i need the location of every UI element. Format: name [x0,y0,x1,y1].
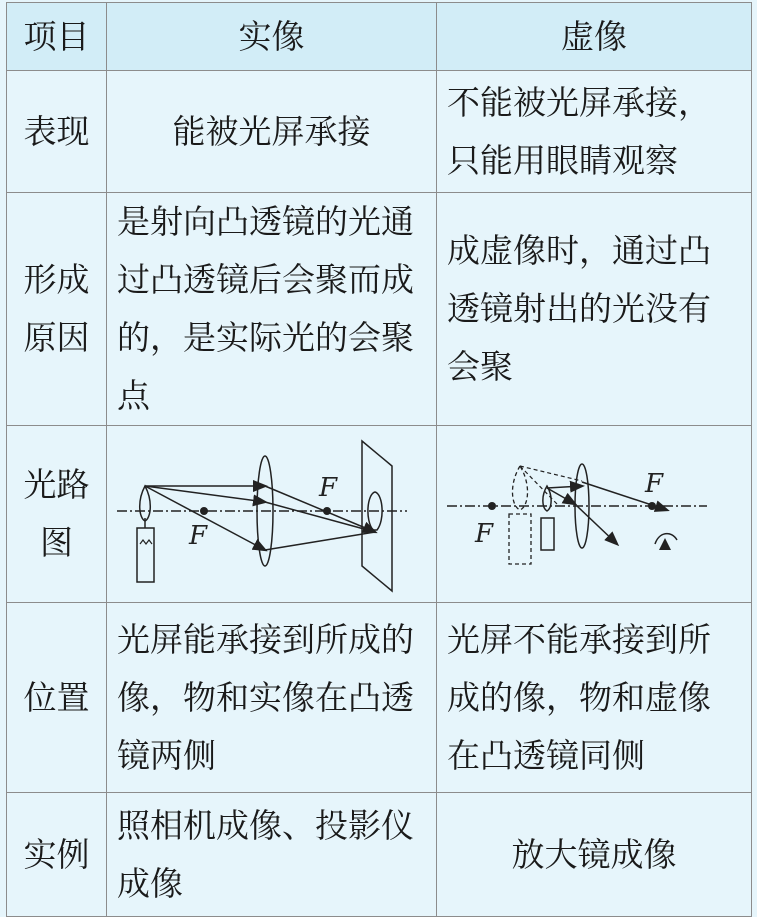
real-appearance: 能被光屏承接 [107,71,437,193]
virtual-position: 光屏不能承接到所成的像，物和虚像在凸透镜同侧 [437,603,752,793]
table-row [7,793,752,917]
header-item: 项目 [7,3,107,71]
header-virtual-image: 虚像 [437,3,752,71]
table-row [7,603,752,793]
row-label-ray-diagram: 光路图 [7,426,107,603]
screen-icon [362,441,392,591]
virtual-appearance: 不能被光屏承接，只能用眼睛观察 [437,71,752,193]
row-label-example: 实例 [7,793,107,917]
row-label-appearance: 表现 [7,71,107,193]
header-real-image: 实像 [107,3,437,71]
table-header-row [7,3,752,71]
virtual-ray-diagram [437,426,752,602]
real-position: 光屏能承接到所成的像，物和实像在凸透镜两侧 [107,603,437,793]
virtual-candle-icon [509,514,531,564]
focal-point-left [200,507,208,515]
real-ray-diagram-cell [107,426,437,603]
flame-icon [140,486,151,521]
focal-label-right: F [645,469,664,499]
candle-icon [541,518,554,550]
candle-icon [137,528,154,582]
focal-point-left [488,502,496,510]
focal-label-left: F [475,519,494,549]
virtual-example: 放大镜成像 [437,793,752,917]
table-row [7,71,752,193]
comparison-table [6,2,752,917]
focal-label-left: F [189,521,208,551]
table-row [7,426,752,603]
row-label-position: 位置 [7,603,107,793]
table-row [7,193,752,426]
virtual-ray-diagram-cell [437,426,752,603]
row-label-cause: 形成原因 [7,193,107,426]
real-ray-diagram [107,426,437,602]
virtual-cause: 成虚像时，通过凸透镜射出的光没有会聚 [437,193,752,426]
real-cause: 是射向凸透镜的光通过凸透镜后会聚而成的，是实际光的会聚点 [107,193,437,426]
real-example: 照相机成像、投影仪成像 [107,793,437,917]
focal-label-right: F [319,473,338,503]
